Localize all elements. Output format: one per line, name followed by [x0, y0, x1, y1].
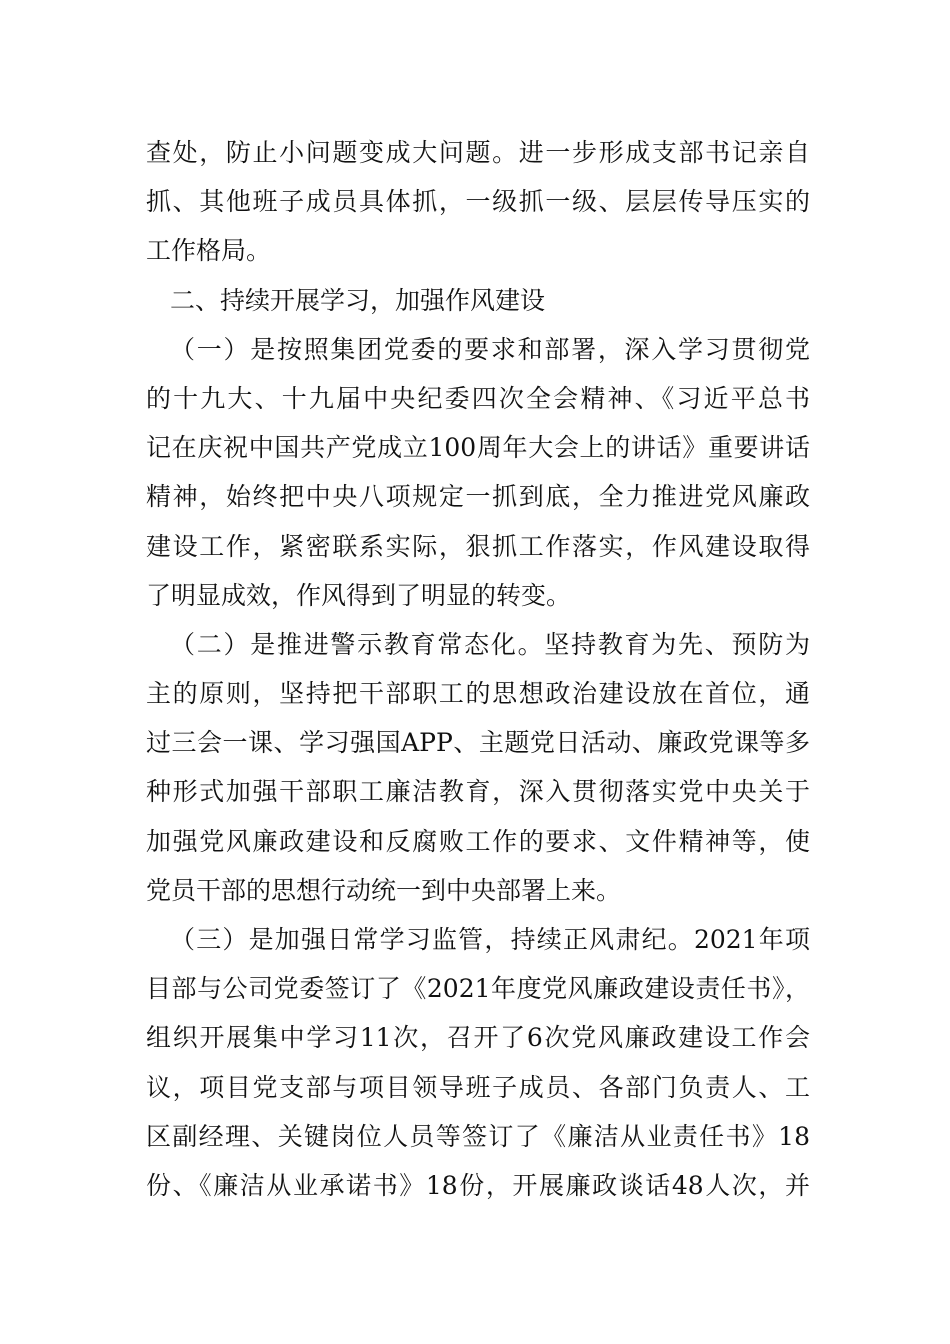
text-line: （二）是推进警示教育常态化。坚持教育为先、预防为 [170, 629, 810, 659]
document-body [146, 128, 810, 1210]
text-line: 区副经理、关键岗位人员等签订了《廉洁从业责任书》18 [146, 1121, 810, 1151]
text-line: 主的原则，坚持把干部职工的思想政治建设放在首位，通 [146, 679, 810, 709]
text-line: 记在庆祝中国共产党成立100周年大会上的讲话》重要讲话 [146, 433, 810, 463]
text-line: 组织开展集中学习11次，召开了6次党风廉政建设工作会 [146, 1023, 810, 1053]
text-line: （三）是加强日常学习监管，持续正风肃纪。2021年项 [170, 925, 810, 954]
text-line: 工作格局。 [146, 236, 272, 266]
text-line: 了明显成效，作风得到了明显的转变。 [146, 580, 572, 610]
text-line: 的十九大、十九届中央纪委四次全会精神、《习近平总书 [146, 383, 810, 413]
text-line: （一）是按照集团党委的要求和部署，深入学习贯彻党 [170, 334, 810, 364]
text-line: 建设工作，紧密联系实际，狠抓工作落实，作风建设取得 [146, 531, 810, 561]
text-line: 加强党风廉政建设和反腐败工作的要求、文件精神等，使 [146, 826, 810, 856]
section-heading: 二、持续开展学习，加强作风建设 [170, 285, 546, 315]
text-line: 份、《廉洁从业承诺书》18份，开展廉政谈话48人次，并 [146, 1170, 810, 1200]
text-line: 抓、其他班子成员具体抓，一级抓一级、层层传导压实的 [146, 187, 810, 217]
text-line: 党员干部的思想行动统一到中央部署上来。 [146, 875, 622, 905]
text-line: 查处，防止小问题变成大问题。进一步形成支部书记亲自 [146, 138, 810, 167]
text-line: 目部与公司党委签订了《2021年度党风廉政建设责任书》， [146, 974, 810, 1004]
text-line: 议，项目党支部与项目领导班子成员、各部门负责人、工 [146, 1072, 810, 1102]
text-line: 种形式加强干部职工廉洁教育，深入贯彻落实党中央关于 [146, 777, 810, 807]
text-line: 精神，始终把中央八项规定一抓到底，全力推进党风廉政 [146, 482, 810, 512]
text-line: 过三会一课、学习强国APP、主题党日活动、廉政党课等多 [146, 728, 810, 758]
